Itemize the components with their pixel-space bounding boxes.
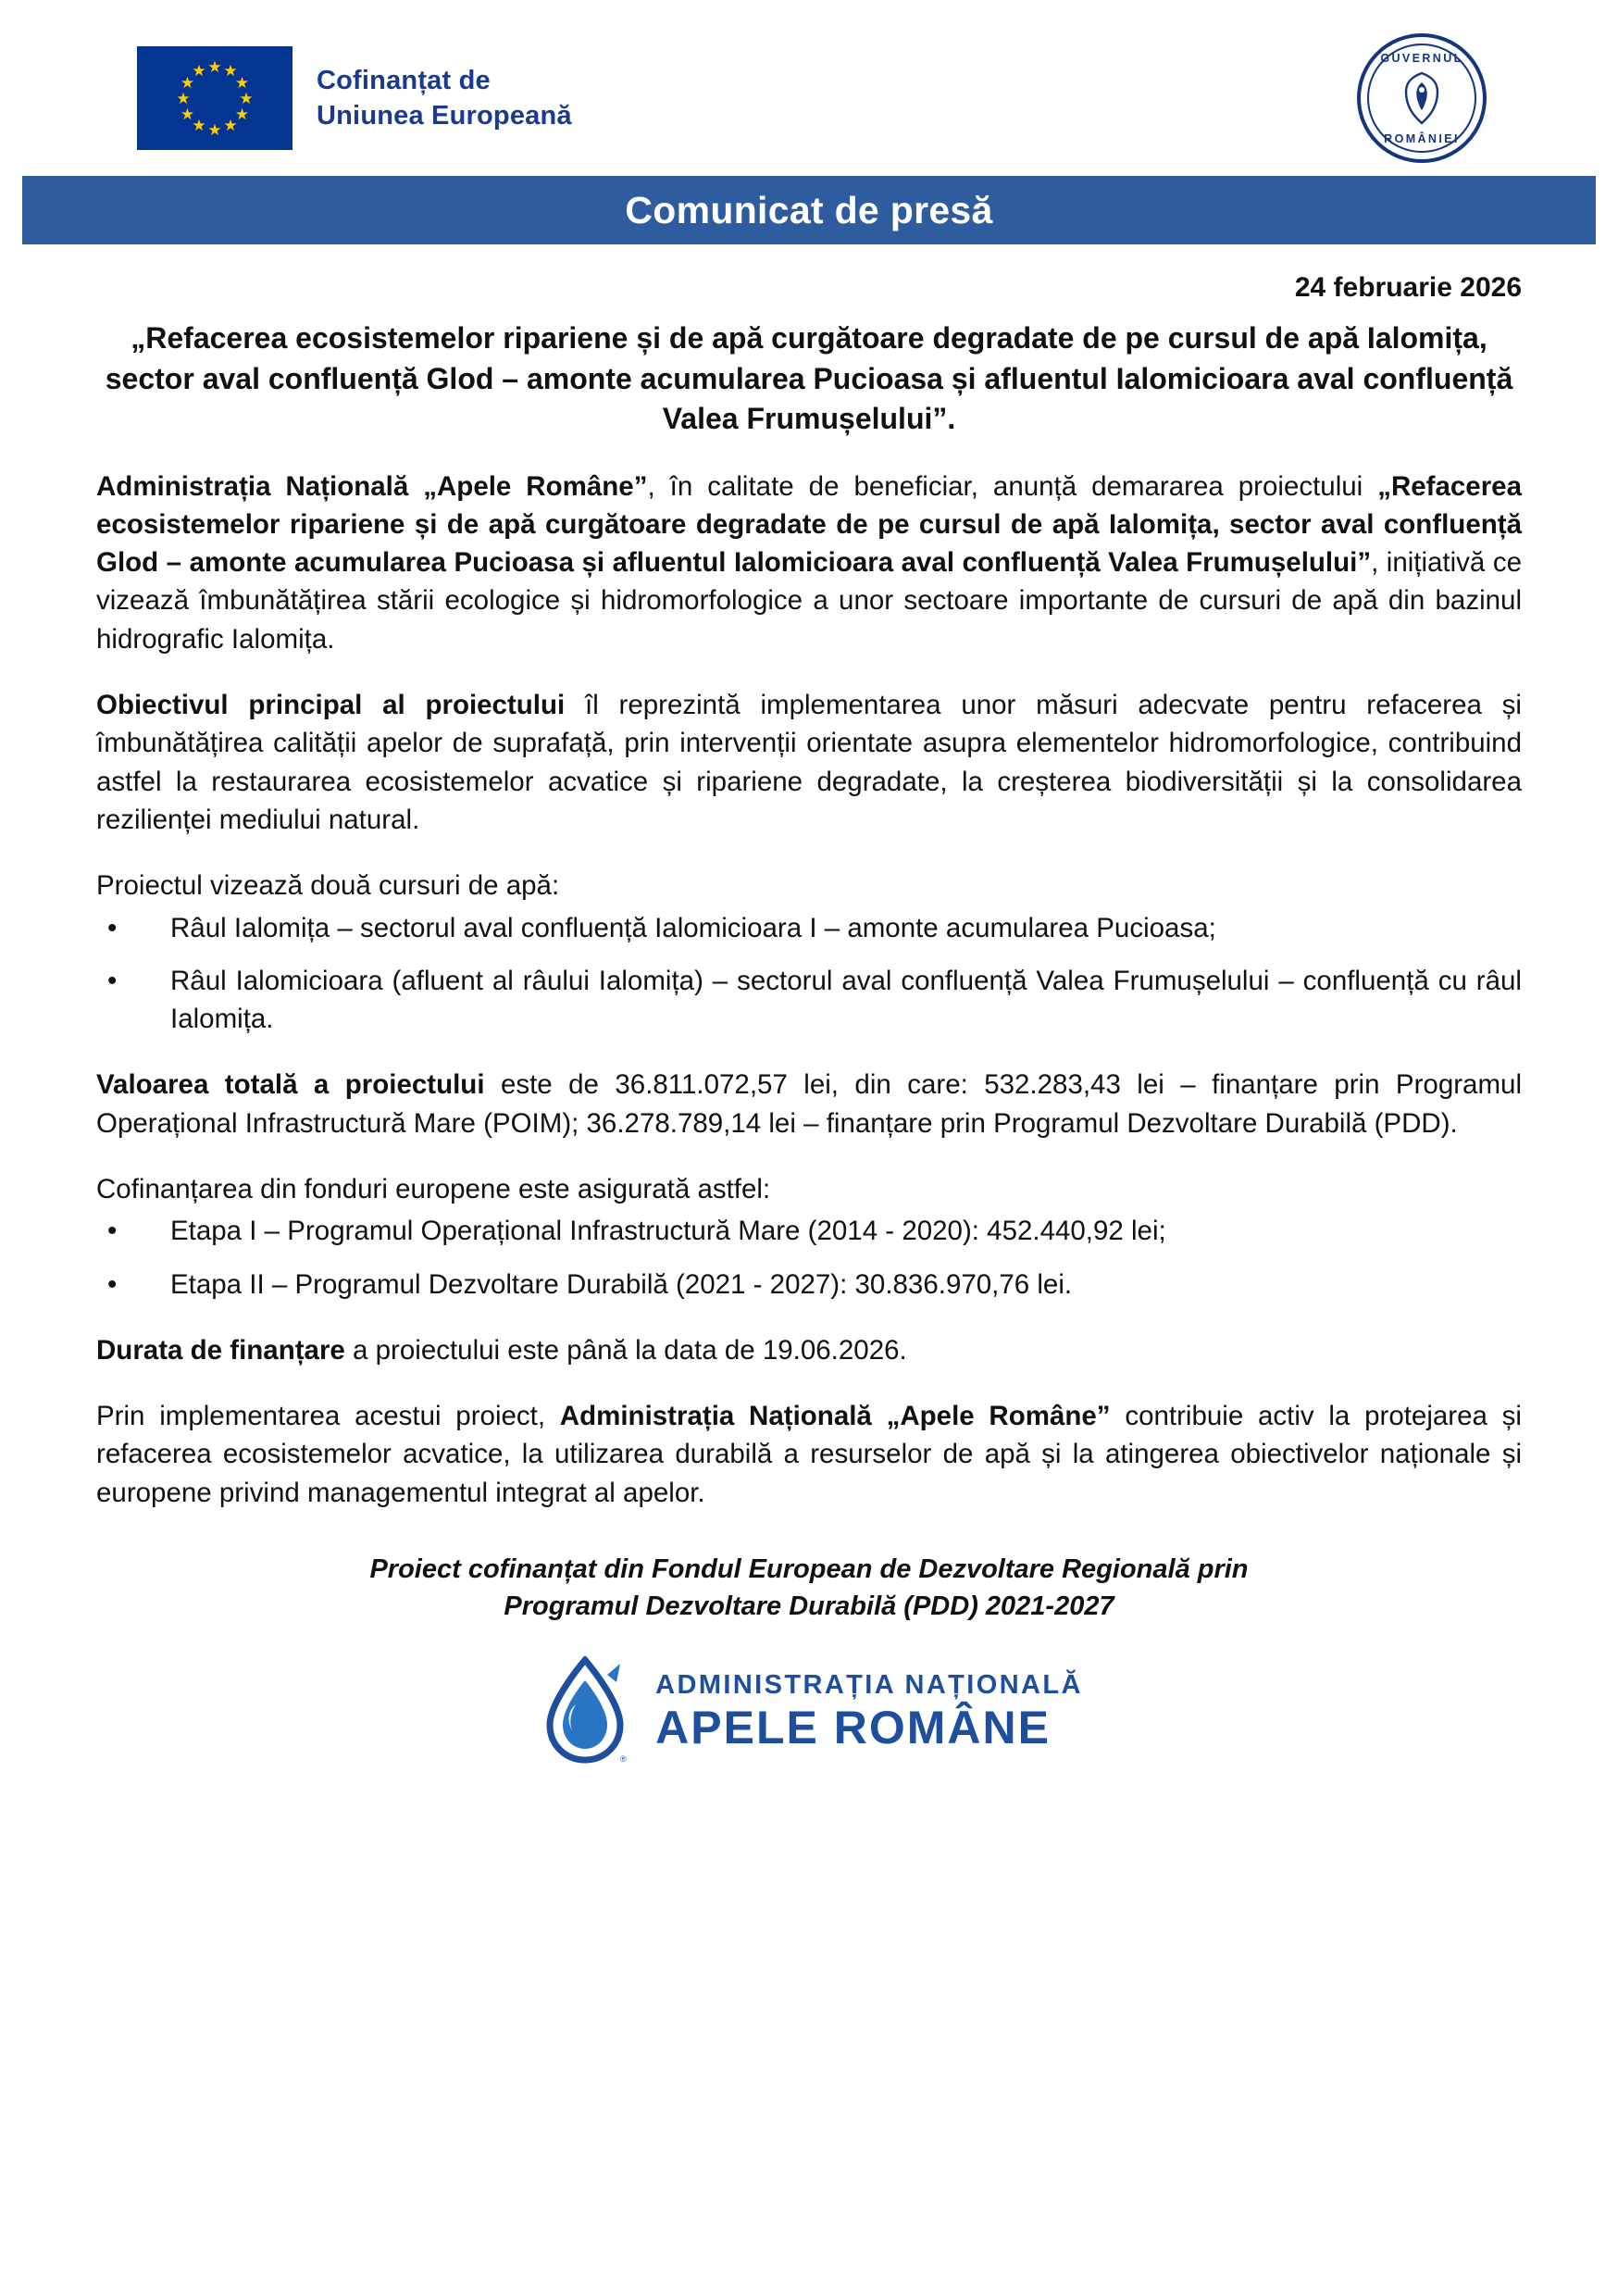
paragraph-intro-text-2: , inițiativă ce vizează îmbunătățirea stării ecologice și hidromorfologice a unor sectoare importante de cursuri de apă din bazinul hidrografic Ialomița. bbox=[96, 547, 1522, 655]
funding-footnote bbox=[96, 1551, 1522, 1625]
banner-title: Comunicat de presă bbox=[625, 188, 993, 231]
press-release-banner bbox=[22, 176, 1596, 244]
watercourses-list bbox=[96, 909, 1522, 1039]
beneficiary-name: Administrația Națională „Apele Române” bbox=[96, 470, 648, 502]
paragraph-watercourses-lead: Proiectul vizează două cursuri de apă: bbox=[96, 870, 560, 902]
paragraph-total-value bbox=[96, 1066, 1522, 1142]
cofinancing-list bbox=[96, 1212, 1522, 1304]
anar-line1: ADMINISTRAȚIA NAȚIONALĂ bbox=[655, 1669, 1083, 1700]
eu-flag-icon bbox=[137, 46, 292, 150]
list-item: • Etapa I – Programul Operațional Infrastructură Mare (2014 - 2020): 452.440,92 lei; bbox=[96, 1212, 1522, 1250]
eu-star-icon: ★ bbox=[192, 62, 206, 81]
document-body bbox=[89, 272, 1529, 1766]
duration-text: a proiectului este până la data de 19.06.2026. bbox=[344, 1334, 907, 1366]
paragraph-objective bbox=[96, 686, 1522, 839]
water-drop-icon bbox=[535, 1656, 635, 1766]
paragraph-duration bbox=[96, 1331, 1522, 1369]
eu-star-icon: ★ bbox=[176, 89, 191, 107]
eu-star-icon: ★ bbox=[234, 73, 250, 92]
government-of-romania-logo bbox=[1357, 33, 1487, 163]
paragraph-intro-text-1: , în calitate de beneficiar, anunță demararea proiectului bbox=[647, 470, 1378, 502]
list-item: • Râul Ialomița – sectorul aval confluență Ialomicioara I – amonte acumularea Pucioasa; bbox=[96, 909, 1522, 947]
apele-romane-logo bbox=[96, 1656, 1522, 1766]
svg-text:®: ® bbox=[620, 1754, 627, 1765]
apele-romane-wordmark bbox=[655, 1669, 1083, 1753]
total-value-text: este de 36.811.072,57 lei, din care: 532.283,43 lei – finanțare prin Programul Operațional Infrastructură Mare (POIM); 36.278.789,14 lei – finanțare prin Programul Dezvoltare Durabilă (PDD). bbox=[96, 1069, 1523, 1139]
eu-logo-text bbox=[317, 63, 572, 134]
paragraph-intro bbox=[96, 468, 1522, 658]
eu-star-icon: ★ bbox=[180, 105, 195, 123]
list-item: • Râul Ialomicioara (afluent al râului Ialomița) – sectorul aval confluență Valea Frumușelului – confluență cu râul Ialomița. bbox=[96, 962, 1522, 1039]
project-name: „Refacerea ecosistemelor ripariene și de apă curgătoare degradate de pe cursul de apă Ialomița, sector aval confluență Glod – amonte acumularea Pucioasa și afluentul Ialomicioara aval confluență Valea Frumușelului” bbox=[96, 470, 1522, 579]
eu-star-icon: ★ bbox=[223, 62, 238, 81]
eu-cofinancing-logo bbox=[137, 46, 572, 150]
eu-star-icon: ★ bbox=[223, 116, 238, 134]
eu-logo-line1: Cofinanțat de bbox=[317, 65, 491, 95]
funding-footnote-line2: Programul Dezvoltare Durabilă (PDD) 2021-2027 bbox=[504, 1591, 1114, 1622]
objective-text: îl reprezintă implementarea unor măsuri adecvate pentru refacerea și îmbunătățirea calității apelor de suprafață, prin intervenții orientate asupra elementelor hidromorfologice, contribuind astfel la restaurarea ecosistemelor acvatice și ripariene degradate, la creșterea biodiversității și la consolidarea rezilienței mediului natural. bbox=[96, 690, 1522, 835]
eu-star-icon: ★ bbox=[234, 105, 250, 123]
eu-star-icon: ★ bbox=[207, 57, 222, 76]
closing-beneficiary-name: Administrația Națională „Apele Române” bbox=[559, 1401, 1111, 1432]
publication-date: 24 februarie 2026 bbox=[1294, 272, 1522, 303]
gov-logo-top-text: GUVERNUL bbox=[1380, 52, 1463, 65]
eu-logo-line2: Uniunea Europeană bbox=[317, 101, 572, 131]
eu-star-icon: ★ bbox=[180, 73, 195, 92]
objective-label: Obiectivul principal al proiectului bbox=[96, 690, 566, 721]
gov-logo-bottom-text: ROMÂNIEI bbox=[1384, 132, 1460, 145]
total-value-label: Valoarea totală a proiectului bbox=[96, 1069, 485, 1101]
funding-footnote-line1: Proiect cofinanțat din Fondul European de Dezvoltare Regională prin bbox=[369, 1554, 1249, 1585]
anar-line2: APELE ROMÂNE bbox=[655, 1701, 1051, 1753]
paragraph-closing bbox=[96, 1397, 1522, 1512]
list-item: • Etapa II – Programul Dezvoltare Durabilă (2021 - 2027): 30.836.970,76 lei. bbox=[96, 1266, 1522, 1304]
document-header bbox=[89, 0, 1529, 176]
closing-text-2: contribuie activ la protejarea și refacerea ecosistemelor acvatice, la utilizarea durabilă a resurselor de apă și la atingerea obiectivelor naționale și europene privind managementul integrat al apelor. bbox=[96, 1401, 1522, 1508]
closing-text-1: Prin implementarea acestui proiect, bbox=[96, 1401, 560, 1432]
page-title: „Refacerea ecosistemelor ripariene și de apă curgătoare degradate de pe cursul de apă Ialomița, sector aval confluență Glod – amonte acumularea Pucioasa și afluentul Ialomicioara aval confluență Valea Frumușelului”. bbox=[105, 321, 1513, 436]
eu-star-icon: ★ bbox=[239, 89, 254, 107]
romanian-coat-of-arms-icon bbox=[1400, 71, 1443, 125]
eu-star-icon: ★ bbox=[192, 116, 206, 134]
eu-star-icon: ★ bbox=[207, 120, 222, 139]
paragraph-cofinancing-lead: Cofinanțarea din fonduri europene este asigurată astfel: bbox=[96, 1174, 771, 1204]
duration-label: Durata de finanțare bbox=[96, 1334, 345, 1366]
